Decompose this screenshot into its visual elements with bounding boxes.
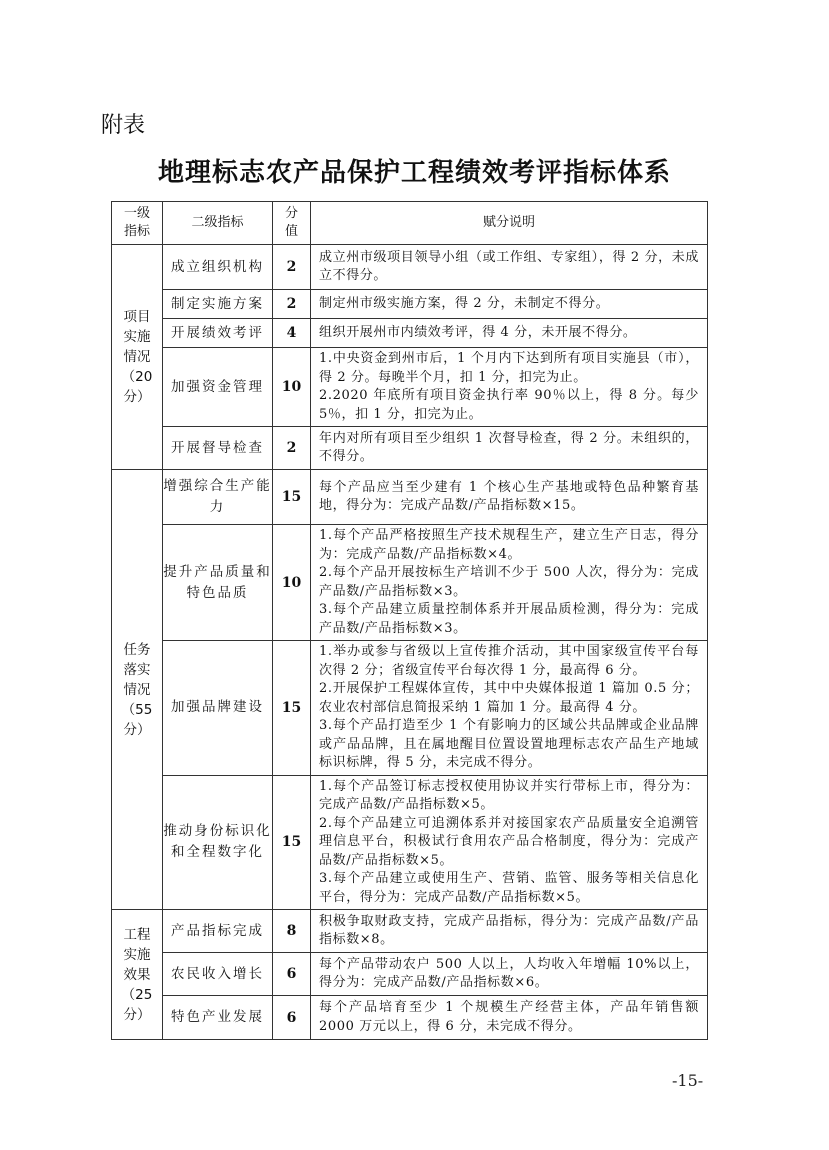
score-value: 6 [273,953,311,996]
document-title: 地理标志农产品保护工程绩效考评指标体系 [157,158,671,188]
header-level2: 二级指标 [163,202,273,245]
score-value: 2 [273,427,311,470]
level2-indicator: 农民收入增长 [163,953,273,996]
table-row [112,996,708,1040]
page-number: -15- [672,1071,704,1090]
scoring-description [311,775,708,910]
table-row [112,775,708,910]
score-value: 4 [273,319,311,348]
description-item: 2.开展保护工程媒体宣传，其中中央媒体报道 1 篇加 0.5 分；农业农村部信息简报采纳 1 篇加 1 分。最高得 4 分。 [319,681,699,715]
scoring-description [311,910,708,953]
description-item: 3.每个产品建立或使用生产、营销、监管、服务等相关信息化平台，得分为：完成产品数/产品指标数×5。 [319,871,699,905]
description-item: 成立州市级项目领导小组（或工作组、专家组），得 2 分，未成立不得分。 [319,249,699,283]
score-value: 15 [273,641,311,776]
scoring-description [311,953,708,996]
table-row [112,910,708,953]
scoring-description [311,245,708,290]
level2-indicator: 产品指标完成 [163,910,273,953]
table-header-row [112,202,708,245]
scoring-description [311,525,708,641]
table-row [112,641,708,776]
table-row [112,245,708,290]
score-value: 6 [273,996,311,1040]
header-level1: 一级 指标 [112,202,163,245]
level2-indicator: 成立组织机构 [163,245,273,290]
header-description: 赋分说明 [311,202,708,245]
description-item: 制定州市级实施方案，得 2 分，未制定不得分。 [319,295,610,311]
description-item: 3.每个产品打造至少 1 个有影响力的区域公共品牌或企业品牌或产品品牌，且在属地醒目位置设置地理标志农产品生产地域标识标牌，得 5 分，未完成不得分。 [319,718,699,770]
table-row [112,953,708,996]
scoring-description [311,319,708,348]
level2-indicator: 提升产品质量和特色品质 [163,525,273,641]
description-item: 积极争取财政支持，完成产品指标，得分为：完成产品数/产品指标数×8。 [319,913,699,947]
level2-indicator: 增强综合生产能力 [163,470,273,525]
scoring-description [311,996,708,1040]
scoring-description [311,348,708,427]
scoring-description [311,470,708,525]
description-item: 年内对所有项目至少组织 1 次督导检查，得 2 分。未组织的，不得分。 [319,430,699,464]
level2-indicator: 制定实施方案 [163,290,273,319]
description-item: 2.每个产品建立可追溯体系并对接国家农产品质量安全追溯管理信息平台，积极试行食用农产品合格制度，得分为：完成产品数/产品指标数×5。 [319,815,699,868]
level2-indicator: 推动身份标识化和全程数字化 [163,775,273,910]
description-item: 组织开展州市内绩效考评，得 4 分，未开展不得分。 [319,324,637,340]
table-row [112,427,708,470]
header-score: 分 值 [273,202,311,245]
description-item: 每个产品应当至少建有 1 个核心生产基地或特色品种繁育基地，得分为：完成产品数/产品指标数×15。 [319,479,699,513]
indicator-table [111,201,708,1040]
scoring-description [311,427,708,470]
description-item: 1.每个产品签订标志授权使用协议并实行带标上市，得分为：完成产品数/产品指标数×5。 [319,778,699,812]
table-row [112,525,708,641]
level2-indicator: 加强资金管理 [163,348,273,427]
description-item: 每个产品带动农户 500 人以上，人均收入年增幅 10%以上，得分为：完成产品数/产品指标数×6。 [319,956,699,990]
description-item: 1.举办或参与省级以上宣传推介活动，其中国家级宣传平台每次得 2 分；省级宣传平台每次得 1 分，最高得 6 分。 [319,644,699,678]
level1-indicator: 项目 实施 情况 （20 分） [112,245,163,470]
description-item: 1.每个产品严格按照生产技术规程生产，建立生产日志，得分为：完成产品数/产品指标数×4。 [319,528,699,562]
table-row [112,319,708,348]
score-value: 10 [273,348,311,427]
description-item: 2.2020 年底所有项目资金执行率 90％以上，得 8 分。每少 5％，扣 1 分，扣完为止。 [319,388,699,422]
description-item: 每个产品培育至少 1 个规模生产经营主体，产品年销售额 2000 万元以上，得 6 分，未完成不得分。 [319,1000,699,1034]
description-item: 1.中央资金到州市后，1 个月内下达到所有项目实施县（市），得 2 分。每晚半个月，扣 1 分，扣完为止。 [319,351,699,385]
score-value: 15 [273,775,311,910]
table-body [112,245,708,1040]
score-value: 15 [273,470,311,525]
level2-indicator: 加强品牌建设 [163,641,273,776]
level2-indicator: 开展绩效考评 [163,319,273,348]
level1-indicator: 工程 实施 效果 （25 分） [112,910,163,1040]
level2-indicator: 开展督导检查 [163,427,273,470]
score-value: 2 [273,290,311,319]
scoring-description [311,641,708,776]
table-row [112,348,708,427]
score-value: 8 [273,910,311,953]
table-row [112,470,708,525]
description-item: 2.每个产品开展按标生产培训不少于 500 人次，得分为：完成产品数/产品指标数×3。 [319,565,699,599]
scoring-description [311,290,708,319]
score-value: 2 [273,245,311,290]
description-item: 3.每个产品建立质量控制体系并开展品质检测，得分为：完成产品数/产品指标数×3。 [319,602,699,636]
table-row [112,290,708,319]
score-value: 10 [273,525,311,641]
level2-indicator: 特色产业发展 [163,996,273,1040]
appendix-label: 附表 [101,113,146,138]
level1-indicator: 任务 落实 情况 （55 分） [112,470,163,910]
